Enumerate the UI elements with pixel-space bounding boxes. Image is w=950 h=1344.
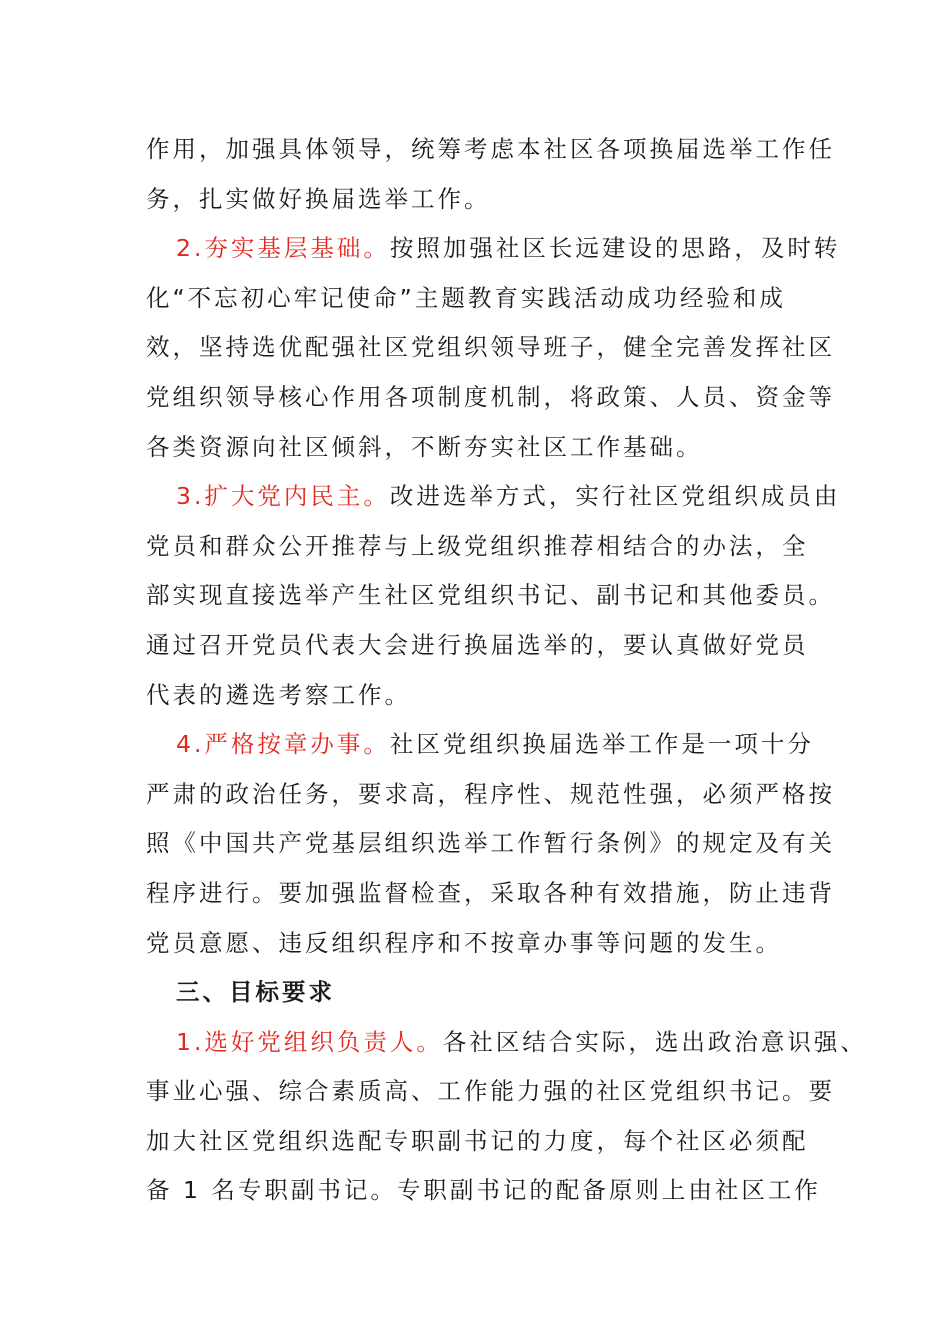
line-text: 各类资源向社区倾斜，不断夯实社区工作基础。 [146, 432, 703, 461]
item-heading-line [146, 224, 841, 274]
text-line [146, 125, 835, 175]
text-line [146, 373, 835, 423]
line-text: 作用，加强具体领导，统筹考虑本社区各项换届选举工作任 [146, 135, 835, 163]
item-heading-line [146, 720, 814, 770]
section-title: 三、目标要求 [176, 978, 335, 1007]
text-line [146, 621, 810, 671]
text-line [146, 1166, 821, 1216]
line-text: 党员和群众公开推荐与上级党组织推荐相结合的办法，全 [146, 531, 809, 560]
line-text: 照《中国共产党基层组织选举工作暂行条例》的规定及有关 [146, 829, 835, 858]
item-heading-line [146, 472, 841, 522]
line-text: 备 1 名专职副书记。专职副书记的配备原则上由社区工作 [146, 1176, 821, 1205]
line-text: 化“不忘初心牢记使命”主题教育实践活动成功经验和成 [146, 283, 786, 312]
text-line [146, 571, 835, 621]
line-text: 代表的遴选考察工作。 [146, 680, 411, 709]
text-line [146, 175, 810, 225]
text-line [146, 1117, 810, 1167]
item-title: 3.扩大党内民主。 [176, 482, 390, 511]
line-text: 党组织领导核心作用各项制度机制，将政策、人员、资金等 [146, 382, 835, 411]
line-text: 通过召开党员代表大会进行换届选举的，要认真做好党员 [146, 630, 809, 659]
text-line [146, 869, 835, 919]
document-body [146, 125, 867, 1216]
text-line [146, 522, 810, 572]
section-heading [146, 968, 810, 1018]
line-text: 社区党组织换届选举工作是一项十分 [389, 730, 814, 759]
line-text: 改进选举方式，实行社区党组织成员由 [389, 482, 841, 511]
text-line [146, 819, 835, 869]
line-text: 各社区结合实际，选出政治意识强、 [442, 1027, 867, 1056]
text-line [146, 1067, 835, 1117]
text-line [146, 274, 810, 324]
line-text: 加大社区党组织选配专职副书记的力度，每个社区必须配 [146, 1126, 809, 1155]
line-text: 程序进行。要加强监督检查，采取各种有效措施，防止违背 [146, 878, 835, 907]
text-line [146, 323, 835, 373]
item-title: 1.选好党组织负责人。 [176, 1027, 443, 1056]
text-line [146, 423, 810, 473]
line-text: 部实现直接选举产生社区党组织书记、副书记和其他委员。 [146, 581, 835, 610]
text-line [146, 919, 810, 969]
line-text: 务，扎实做好换届选举工作。 [146, 184, 491, 213]
line-text: 事业心强、综合素质高、工作能力强的社区党组织书记。要 [146, 1077, 835, 1106]
line-text: 按照加强社区长远建设的思路，及时转 [389, 234, 841, 263]
text-line [146, 671, 810, 721]
item-heading-line [146, 1018, 867, 1068]
line-text: 严肃的政治任务，要求高，程序性、规范性强，必须严格按 [146, 779, 835, 808]
line-text: 党员意愿、违反组织程序和不按章办事等问题的发生。 [146, 928, 782, 957]
item-title: 4.严格按章办事。 [176, 730, 390, 759]
item-title: 2.夯实基层基础。 [176, 234, 390, 263]
text-line [146, 770, 835, 820]
line-text: 效，坚持选优配强社区党组织领导班子，健全完善发挥社区 [146, 333, 835, 362]
